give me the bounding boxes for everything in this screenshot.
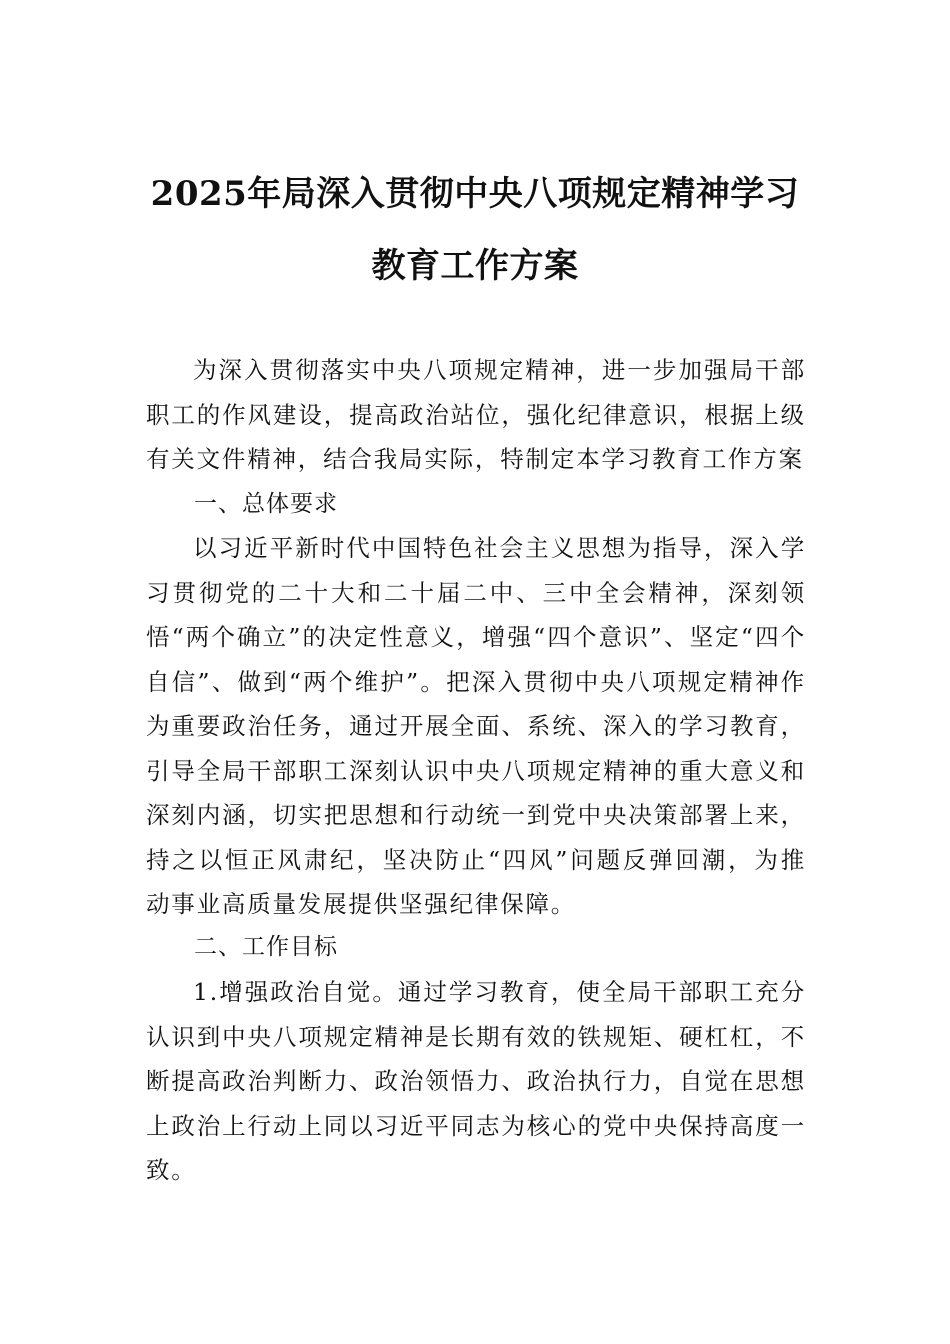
section-1-heading: 一、总体要求 xyxy=(194,491,338,517)
section-2-item-1-paragraph: 1.增强政治自觉。通过学习教育，使全局干部职工充分认识到中央八项规定精神是长期有效的铁规矩、硬杠杠，不断提高政治判断力、政治领悟力、政治执行力，自觉在思想上政治上行动上同以习近平同志为核心的党中央保持高度一致。 xyxy=(146,978,806,1184)
section-1-paragraph: 以习近平新时代中国特色社会主义思想为指导，深入学习贯彻党的二十大和二十届二中、三中全会精神，深刻领悟“两个确立”的决定性意义，增强“四个意识”、坚定“四个自信”、做到“两个维护”。把深入贯彻中央八项规定精神作为重要政治任务，通过开展全面、系统、深入的学习教育，引导全局干部职工深刻认识中央八项规定精神的重大意义和深刻内涵，切实把思想和行动统一到党中央决策部署上来，持之以恒正风肃纪，坚决防止“四风”问题反弹回潮，为推动事业高质量发展提供坚强纪律保障。 xyxy=(146,534,806,918)
intro-paragraph: 为深入贯彻落实中央八项规定精神，进一步加强局干部职工的作风建设，提高政治站位，强化纪律意识，根据上级有关文件精神，结合我局实际，特制定本学习教育工作方案 xyxy=(146,356,806,473)
document-title-line-1: 2025年局深入贯彻中央八项规定精神学习 xyxy=(150,174,800,214)
document-title-line-2: 教育工作方案 xyxy=(371,246,579,286)
section-2-heading: 二、工作目标 xyxy=(194,934,338,960)
